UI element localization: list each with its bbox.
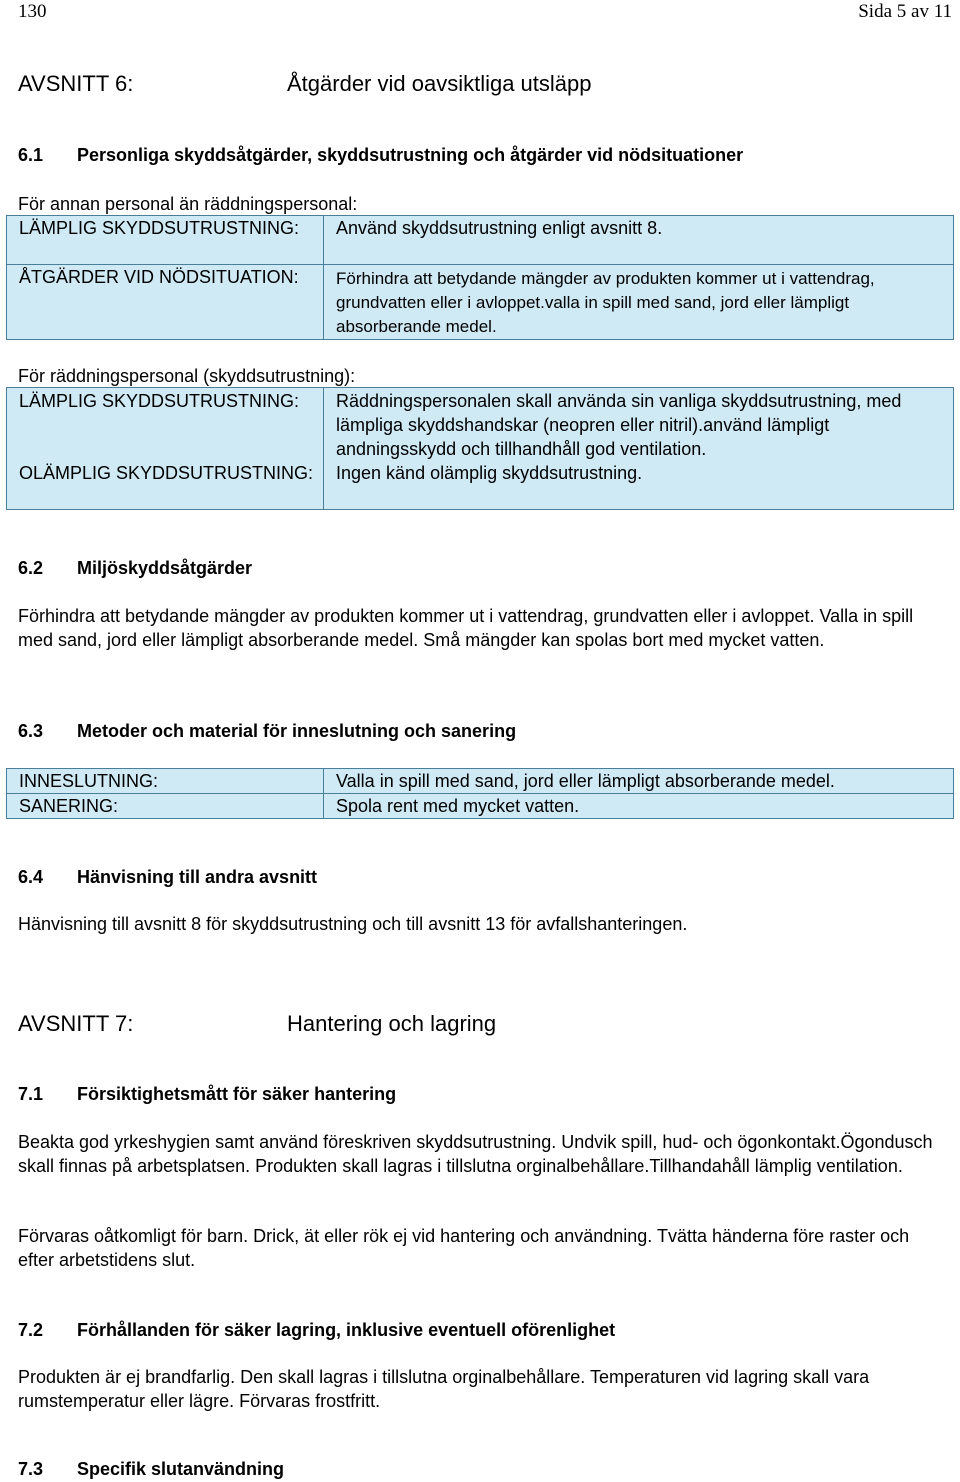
subsection-6-3-number: 6.3 [18,721,44,741]
subsection-7-3-title: Specifik slutanvändning [77,1459,285,1479]
table-value-cell: Ingen känd olämplig skyddsutrustning. [324,461,954,510]
section-6-label: AVSNITT 6: [18,71,134,96]
containment-table [6,768,954,819]
page-of: Sida 5 av 11 [858,1,952,22]
subsection-7-2-number: 7.2 [18,1320,44,1340]
paragraph-7-1-b: Förvaras oåtkomligt för barn. Drick, ät eller rök ej vid hantering och användning. Tvätta händerna före raster och efter arbetstidens slut. [18,1226,910,1270]
table-row [7,265,954,340]
subsection-7-3-number: 7.3 [18,1459,44,1479]
subsection-6-4-number: 6.4 [18,867,44,887]
emergency-table [6,387,954,510]
subsection-7-1-title: Försiktighetsmått för säker hantering [77,1084,397,1104]
subsection-7-1-number: 7.1 [18,1084,44,1104]
section-7-title: Hantering och lagring [287,1011,497,1036]
table-row [7,794,954,819]
table-row [7,461,954,510]
intro-emergency: För räddningspersonal (skyddsutrustning): [18,366,356,386]
table-label-cell: ÅTGÄRDER VID NÖDSITUATION: [7,265,324,340]
table-label-cell: LÄMPLIG SKYDDSUTRUSTNING: [7,216,324,265]
table-label-cell: LÄMPLIG SKYDDSUTRUSTNING: [7,388,324,462]
table-label-cell: OLÄMPLIG SKYDDSUTRUSTNING: [7,461,324,510]
table-row [7,388,954,462]
section-6-title: Åtgärder vid oavsiktliga utsläpp [287,71,592,96]
table-label-cell: SANERING: [7,794,324,819]
table-row [7,769,954,794]
table-value-cell: Valla in spill med sand, jord eller lämpligt absorberande medel. [324,769,954,794]
table-value-cell: Använd skyddsutrustning enligt avsnitt 8. [324,216,954,265]
table-value-cell: Räddningspersonalen skall använda sin vanliga skyddsutrustning, med lämpliga skyddshandskar (neopren eller nitril).använd lämpligt andningsskydd och tillhandhåll god ventilation. [324,388,954,462]
subsection-6-2-title: Miljöskyddsåtgärder [77,558,253,578]
section-7-label: AVSNITT 7: [18,1011,134,1036]
paragraph-6-2: Förhindra att betydande mängder av produkten kommer ut i vattendrag, grundvatten eller i avloppet. Valla in spill med sand, jord eller lämpligt absorberande medel. Små mängder kan spolas bort med mycket vatten. [18,606,914,650]
table-label-cell: INNESLUTNING: [7,769,324,794]
subsection-7-2-title: Förhållanden för säker lagring, inklusive eventuell oförenlighet [77,1320,616,1340]
subsection-6-3-title: Metoder och material för inneslutning och sanering [77,721,517,741]
subsection-6-1-number: 6.1 [18,145,44,165]
paragraph-7-2: Produkten är ej brandfarlig. Den skall lagras i tillslutna orginalbehållare. Temperaturen vid lagring skall vara rumstemperatur eller lägre. Förvaras frostfritt. [18,1367,870,1411]
table-value-cell: Förhindra att betydande mängder av produkten kommer ut i vattendrag, grundvatten eller i avloppet.valla in spill med sand, jord eller lämpligt absorberande medel. [324,265,954,340]
subsection-6-2-number: 6.2 [18,558,44,578]
subsection-6-1-title: Personliga skyddsåtgärder, skyddsutrustning och åtgärder vid nödsituationer [77,145,744,165]
subsection-6-4-title: Hänvisning till andra avsnitt [77,867,318,887]
intro-nonemergency: För annan personal än räddningspersonal: [18,194,358,214]
table-row [7,216,954,265]
table-value-cell: Spola rent med mycket vatten. [324,794,954,819]
page-number: 130 [18,1,47,22]
paragraph-6-4: Hänvisning till avsnitt 8 för skyddsutrustning och till avsnitt 13 för avfallshanteringen. [18,914,688,934]
paragraph-7-1-a: Beakta god yrkeshygien samt använd föreskriven skyddsutrustning. Undvik spill, hud- och ögonkontakt.Ögondusch skall finnas på arbetsplatsen. Produkten skall lagras i tillslutna orginalbehållare.Tillhandahåll lämplig ventilation. [18,1132,933,1176]
nonemergency-table [6,215,954,340]
